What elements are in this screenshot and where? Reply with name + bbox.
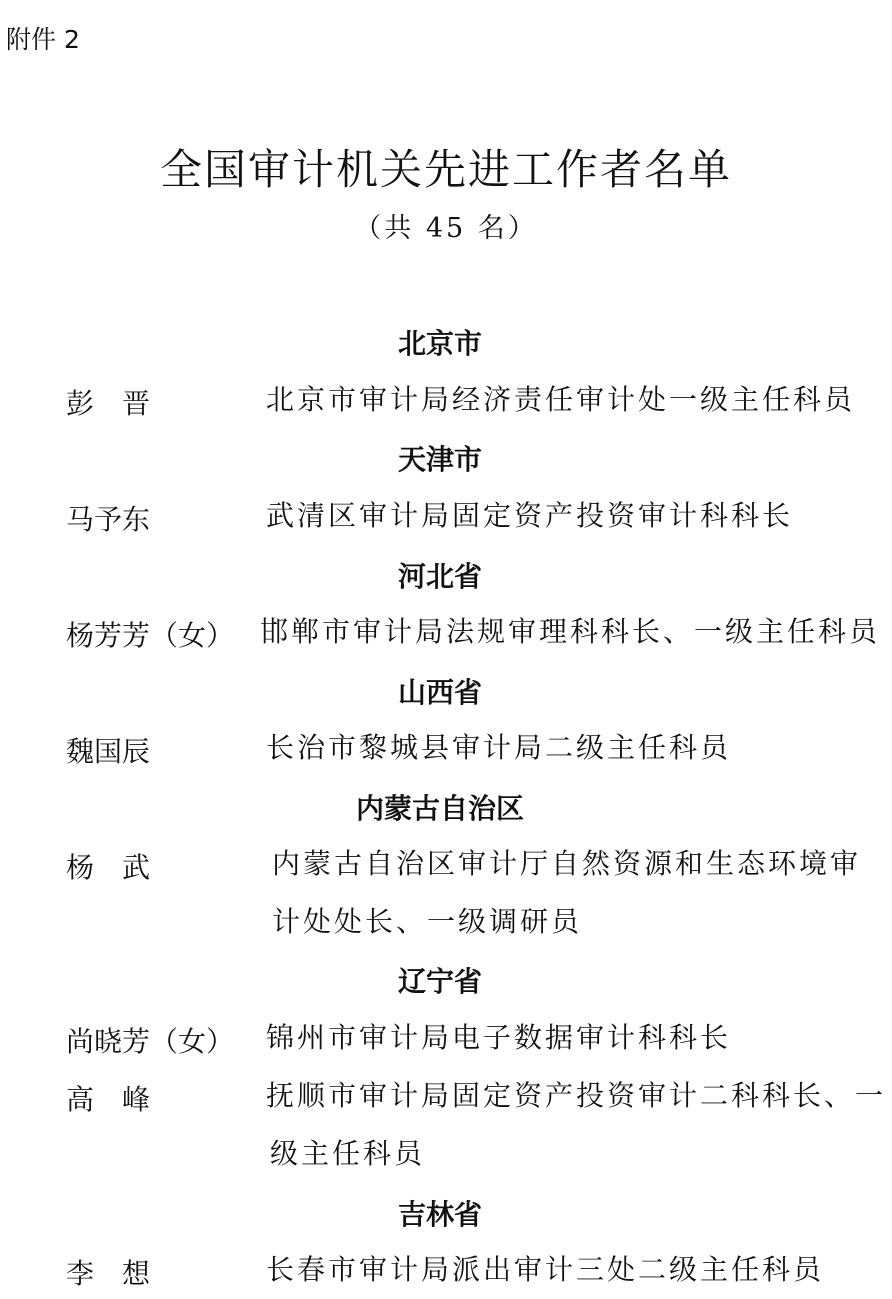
person-position: 武清区审计局固定资产投资审计科科长 [266, 499, 794, 532]
person-name: 高 峰 [66, 1083, 151, 1116]
person-name: 彭 晋 [66, 387, 151, 420]
person-position: 北京市审计局经济责任审计处一级主任科员 [266, 383, 856, 416]
attachment-label: 附件 2 [6, 25, 80, 54]
region-heading-hebei: 河北省 [397, 560, 482, 593]
page-title: 全国审计机关先进工作者名单 [159, 145, 732, 194]
person-position: 长春市审计局派出审计三处二级主任科员 [266, 1253, 825, 1286]
region-heading-jilin: 吉林省 [397, 1198, 482, 1231]
person-position-line-1: 抚顺市审计局固定资产投资审计二科科长、一 [266, 1079, 887, 1112]
person-position-line-1: 内蒙古自治区审计厅自然资源和生态环境审 [272, 847, 862, 880]
person-name: 杨芳芳（女） [66, 619, 235, 652]
region-heading-liaoning: 辽宁省 [397, 965, 482, 998]
person-name: 马予东 [66, 503, 151, 536]
person-position: 长治市黎城县审计局二级主任科员 [266, 731, 732, 764]
page-subtitle: （共 45 名） [354, 213, 538, 244]
person-name: 魏国辰 [66, 735, 151, 768]
person-position-line-2: 计处处长、一级调研员 [272, 905, 583, 938]
region-heading-tianjin: 天津市 [397, 443, 482, 476]
person-position: 邯郸市审计局法规审理科科长、一级主任科员 [260, 615, 881, 648]
person-name: 尚晓芳（女） [66, 1025, 235, 1058]
person-position: 锦州市审计局电子数据审计科科长 [266, 1021, 732, 1054]
person-position-line-2: 级主任科员 [270, 1137, 426, 1170]
region-heading-shanxi: 山西省 [397, 676, 482, 709]
region-heading-inner-mongolia: 内蒙古自治区 [355, 792, 524, 825]
person-name: 李 想 [66, 1257, 151, 1290]
region-heading-beijing: 北京市 [397, 327, 482, 360]
person-name: 杨 武 [66, 851, 151, 884]
